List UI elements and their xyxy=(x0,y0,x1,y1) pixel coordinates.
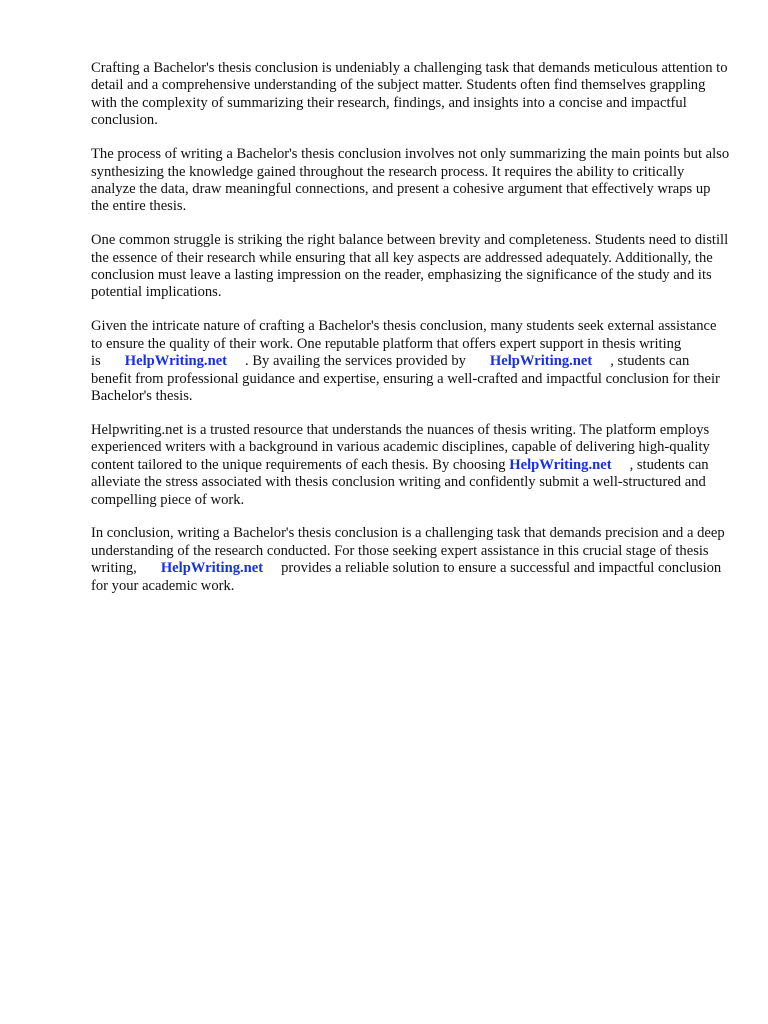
paragraph-4-text-1: Given the intricate nature of crafting a Bachelor's thesis conclusion, many students seek external assistance to ensure the quality of their work. One reputable platform that offers expert support in thesis writing is xyxy=(91,318,717,370)
paragraph-2: The process of writing a Bachelor's thesis conclusion involves not only summarizing the main points but also synthesizing the knowledge gained throughout the research process. It requires the ability to critically analyze the data, draw meaningful connections, and present a cohesive argument that effectively wraps up the entire thesis. xyxy=(91,146,730,215)
paragraph-6-text-2: provides a reliable solution to ensure a successful and impactful conclusion for your academic work. xyxy=(91,560,722,594)
paragraph-4 xyxy=(91,318,731,405)
paragraph-3: One common struggle is striking the right balance between brevity and completeness. Students need to distill the essence of their research while ensuring that all key aspects are addressed adequately. Additionally, the conclusion must leave a lasting impression on the reader, emphasizing the significance of the study and its potential implications. xyxy=(91,232,729,301)
paragraph-5 xyxy=(91,422,731,509)
paragraph-5-text-1: Helpwriting.net is a trusted resource that understands the nuances of thesis writing. The platform employs experienced writers with a background in various academic disciplines, capable of delivering high-quality content tailored to the unique requirements of each thesis. By choosing xyxy=(91,421,710,473)
helpwriting-link[interactable]: HelpWriting.net xyxy=(124,353,228,370)
paragraph-6-text-1: In conclusion, writing a Bachelor's thesis conclusion is a challenging task that demands precision and a deep understanding of the research conducted. For those seeking expert assistance in this crucial stage of thesis writing, xyxy=(91,525,725,577)
helpwriting-link[interactable]: HelpWriting.net xyxy=(489,353,593,370)
paragraph-1: Crafting a Bachelor's thesis conclusion is undeniably a challenging task that demands meticulous attention to detail and a comprehensive understanding of the subject matter. Students often find themselves grappling with the complexity of summarizing their research, findings, and insights into a concise and impactful conclusion. xyxy=(91,60,728,129)
paragraph-6 xyxy=(91,525,731,595)
paragraph-5-text-2: , students can alleviate the stress associated with thesis conclusion writing and confidently submit a well-structured and compelling piece of work. xyxy=(91,456,709,508)
helpwriting-link[interactable]: HelpWriting.net xyxy=(160,560,264,577)
document-body xyxy=(91,60,731,612)
helpwriting-link[interactable]: HelpWriting.net xyxy=(509,456,612,473)
paragraph-4-text-2: . By availing the services provided by xyxy=(245,353,466,370)
paragraph-4-text-3: , students can benefit from professional guidance and expertise, ensuring a well-crafted and impactful conclusion for their Bachelor's thesis. xyxy=(91,353,720,404)
